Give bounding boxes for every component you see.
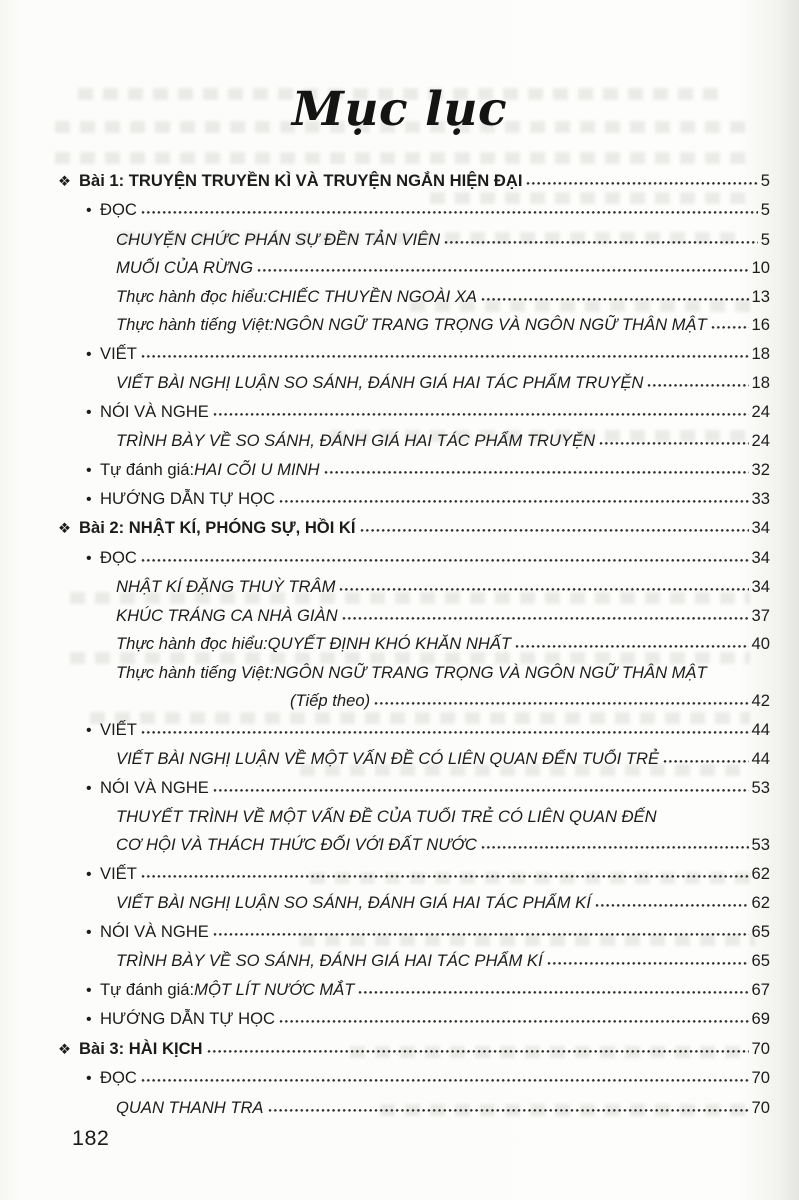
dot-leader	[342, 616, 749, 621]
bullet-icon: •	[86, 923, 92, 941]
toc-entry-label: VIẾT	[100, 343, 137, 363]
toc-row	[58, 1094, 770, 1122]
toc-row	[58, 340, 770, 369]
toc-entry-label: Thực hành tiếng Việt:	[116, 315, 274, 335]
toc-page-number: 18	[751, 343, 770, 363]
toc-row	[58, 456, 770, 485]
dot-leader	[358, 990, 748, 995]
toc-entry-label: Bài 1: TRUYỆN TRUYỀN KÌ VÀ TRUYỆN NGẮN HIỆN ĐẠI	[79, 171, 523, 190]
folio-page-number: 182	[72, 1126, 110, 1150]
toc-row	[58, 774, 770, 803]
toc-page-number: 53	[751, 777, 770, 797]
toc-row	[58, 573, 770, 601]
toc-page-number: 65	[751, 951, 770, 971]
toc-row	[58, 1035, 770, 1064]
toc-entry-label: ĐỌC	[100, 1068, 137, 1088]
toc-entry-label: HƯỚNG DẪN TỰ HỌC	[100, 1009, 276, 1029]
toc-page-number: 44	[751, 719, 770, 739]
toc-entry-label: Thực hành tiếng Việt:	[116, 662, 274, 682]
toc-page-number: 16	[751, 315, 770, 335]
toc-entry-label: NÓI VÀ NGHE	[100, 401, 209, 421]
toc-page-number: 70	[751, 1038, 770, 1058]
dot-leader	[526, 181, 757, 186]
dot-leader	[213, 412, 749, 417]
toc-row	[58, 860, 770, 889]
bullet-icon: •	[86, 865, 92, 883]
chapter-diamond-icon: ❖	[58, 174, 71, 190]
table-of-contents	[58, 167, 770, 1122]
bullet-icon: •	[86, 981, 92, 999]
bleed-through-line	[55, 152, 755, 164]
bullet-icon: •	[86, 549, 92, 567]
toc-page-number: 13	[751, 286, 770, 306]
bullet-icon: •	[86, 461, 92, 479]
toc-entry-label: (Tiếp theo)	[290, 691, 371, 711]
toc-page-number: 34	[751, 547, 770, 567]
toc-row	[58, 167, 770, 196]
toc-entry-label: VIẾT BÀI NGHỊ LUẬN SO SÁNH, ĐÁNH GIÁ HAI TÁC PHẨM KÍ	[116, 893, 591, 913]
toc-row	[58, 803, 770, 831]
toc-row	[58, 226, 770, 254]
page-title: Mục lục	[291, 82, 508, 137]
bullet-icon: •	[86, 779, 92, 797]
toc-row	[58, 514, 770, 543]
toc-entry-label: Thực hành đọc hiểu:	[116, 634, 268, 654]
toc-entry-label: VIẾT	[100, 863, 137, 883]
toc-row	[58, 1064, 770, 1093]
toc-page-number: 32	[751, 459, 770, 479]
toc-page-number: 18	[751, 373, 770, 393]
dot-leader	[360, 528, 749, 533]
toc-row	[58, 947, 770, 975]
dot-leader	[207, 1049, 749, 1054]
toc-entry-label: VIẾT BÀI NGHỊ LUẬN SO SÁNH, ĐÁNH GIÁ HAI TÁC PHẨM TRUYỆN	[116, 373, 644, 393]
toc-page-number: 34	[751, 518, 770, 538]
dot-leader	[444, 240, 758, 245]
toc-page-number: 44	[751, 749, 770, 769]
bullet-icon: •	[86, 1070, 92, 1088]
dot-leader	[711, 325, 749, 330]
bullet-icon: •	[86, 403, 92, 421]
toc-entry-label: CƠ HỘI VÀ THÁCH THỨC ĐỐI VỚI ĐẤT NƯỚC	[116, 835, 477, 855]
dot-leader	[647, 383, 748, 388]
toc-row	[58, 630, 770, 658]
dot-leader	[141, 874, 749, 879]
toc-entry-label: TRÌNH BÀY VỀ SO SÁNH, ĐÁNH GIÁ HAI TÁC PHẨM TRUYỆN	[116, 431, 596, 451]
toc-row	[58, 976, 770, 1005]
toc-row	[58, 918, 770, 947]
dot-leader	[268, 1108, 749, 1113]
toc-entry-label: HAI CÕI U MINH	[194, 459, 320, 479]
toc-entry-label: Tự đánh giá:	[100, 459, 195, 479]
toc-row	[58, 659, 770, 687]
bullet-icon: •	[86, 490, 92, 508]
toc-page-number: 5	[760, 200, 770, 220]
toc-row	[58, 427, 770, 455]
toc-row	[58, 1005, 770, 1034]
toc-page-number: 34	[751, 577, 770, 597]
toc-page-number: 67	[751, 979, 770, 999]
dot-leader	[141, 730, 749, 735]
dot-leader	[599, 441, 748, 446]
toc-entry-label: KHÚC TRÁNG CA NHÀ GIÀN	[116, 605, 338, 625]
dot-leader	[374, 701, 748, 706]
toc-entry-label: VIẾT BÀI NGHỊ LUẬN VỀ MỘT VẤN ĐỀ CÓ LIÊN QUAN ĐẾN TUỔI TRẺ	[116, 749, 660, 769]
toc-entry-label: ĐỌC	[100, 200, 137, 220]
toc-row	[58, 602, 770, 630]
bullet-icon: •	[86, 202, 92, 220]
toc-row	[58, 745, 770, 773]
dot-leader	[141, 354, 749, 359]
bullet-icon: •	[86, 1011, 92, 1029]
toc-entry-label: ĐỌC	[100, 547, 137, 567]
toc-entry-label: QUAN THANH TRA	[116, 1097, 264, 1117]
dot-leader	[141, 1078, 749, 1083]
toc-row	[58, 398, 770, 427]
toc-entry-label: THUYẾT TRÌNH VỀ MỘT VẤN ĐỀ CỦA TUỔI TRẺ CÓ LIÊN QUAN ĐẾN	[116, 806, 657, 826]
toc-page-number: 5	[760, 171, 770, 190]
toc-page-number: 65	[751, 921, 770, 941]
toc-page-number: 62	[751, 893, 770, 913]
toc-entry-label: VIẾT	[100, 719, 137, 739]
bullet-icon: •	[86, 721, 92, 739]
toc-page-number: 42	[751, 691, 770, 711]
dot-leader	[141, 210, 758, 215]
toc-row	[58, 369, 770, 397]
bullet-icon: •	[86, 345, 92, 363]
toc-page-number: 24	[751, 401, 770, 421]
toc-page-number: 70	[751, 1068, 770, 1088]
toc-entry-label: TRÌNH BÀY VỀ SO SÁNH, ĐÁNH GIÁ HAI TÁC PHẨM KÍ	[116, 951, 543, 971]
toc-page-number: 70	[751, 1097, 770, 1117]
dot-leader	[279, 499, 749, 504]
dot-leader	[213, 932, 749, 937]
toc-row	[58, 889, 770, 917]
dot-leader	[515, 644, 748, 649]
toc-entry-label: Bài 2: NHẬT KÍ, PHÓNG SỰ, HỒI KÍ	[79, 518, 356, 538]
toc-row	[58, 544, 770, 573]
toc-entry-label: CHUYỆN CHỨC PHÁN SỰ ĐỀN TẢN VIÊN	[116, 229, 441, 249]
dot-leader	[595, 903, 749, 908]
toc-row	[58, 687, 770, 715]
toc-entry-label: Tự đánh giá:	[100, 979, 195, 999]
toc-page-number: 5	[760, 229, 770, 249]
dot-leader	[279, 1019, 749, 1024]
dot-leader	[481, 845, 749, 850]
dot-leader	[324, 470, 749, 475]
toc-entry-label: NÓI VÀ NGHE	[100, 777, 209, 797]
toc-page-number: 37	[751, 605, 770, 625]
toc-entry-label: CHIẾC THUYỀN NGOÀI XA	[267, 286, 477, 306]
toc-entry-label: MUỐI CỦA RỪNG	[116, 258, 254, 278]
dot-leader	[663, 759, 748, 764]
toc-entry-label: QUYẾT ĐỊNH KHÓ KHĂN NHẤT	[267, 634, 512, 654]
toc-entry-label: NGÔN NGỮ TRANG TRỌNG VÀ NGÔN NGỮ THÂN MẬT	[273, 315, 707, 335]
toc-page-number: 53	[751, 835, 770, 855]
dot-leader	[257, 268, 749, 273]
toc-entry-label: MỘT LÍT NƯỚC MẮT	[194, 979, 355, 999]
dot-leader	[481, 297, 749, 302]
toc-entry-label: Bài 3: HÀI KỊCH	[79, 1038, 203, 1058]
chapter-diamond-icon: ❖	[58, 1041, 71, 1058]
toc-row	[58, 716, 770, 745]
toc-page-number: 24	[751, 431, 770, 451]
dot-leader	[547, 961, 749, 966]
toc-entry-label: NGÔN NGỮ TRANG TRỌNG VÀ NGÔN NGỮ THÂN MẬT	[273, 662, 707, 682]
toc-page-number: 69	[751, 1009, 770, 1029]
toc-row	[58, 254, 770, 282]
dot-leader	[339, 587, 748, 592]
toc-entry-label: NÓI VÀ NGHE	[100, 921, 209, 941]
toc-page-number: 40	[751, 634, 770, 654]
dot-leader	[213, 788, 749, 793]
toc-entry-label: HƯỚNG DẪN TỰ HỌC	[100, 488, 276, 508]
toc-page-number: 33	[751, 488, 770, 508]
toc-row	[58, 831, 770, 859]
toc-page-number: 10	[751, 258, 770, 278]
chapter-diamond-icon: ❖	[58, 521, 71, 538]
toc-entry-label: NHẬT KÍ ĐẶNG THUỲ TRÂM	[116, 577, 336, 597]
toc-row	[58, 283, 770, 311]
toc-page-number: 62	[751, 863, 770, 883]
toc-row	[58, 485, 770, 514]
toc-row	[58, 196, 770, 225]
dot-leader	[141, 558, 749, 563]
toc-entry-label: Thực hành đọc hiểu:	[116, 286, 268, 306]
toc-row	[58, 311, 770, 339]
